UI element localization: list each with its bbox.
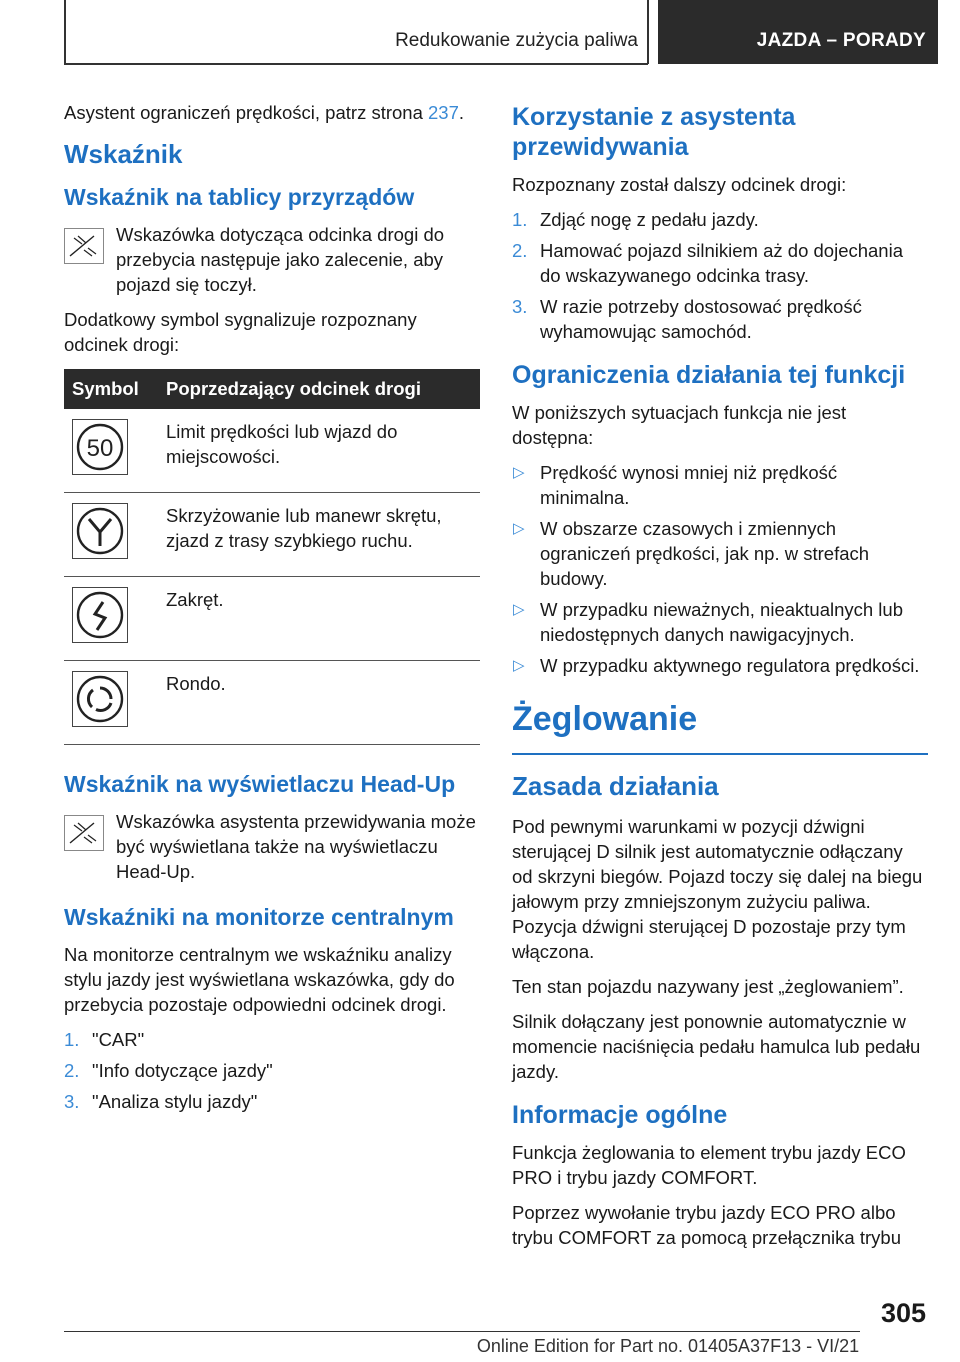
korzystanie-text: Rozpoznany został dalszy odcinek drogi: xyxy=(512,174,847,195)
list-item: 2. "Info dotyczące jazdy" xyxy=(64,1060,273,1081)
step-text: Hamować pojazd silnikiem aż do dojechania do wskazywanego odcinka trasy. xyxy=(540,240,903,286)
section-title: Redukowanie zużycia paliwa xyxy=(395,30,638,51)
list-item xyxy=(512,653,928,678)
list-item: 2. Hamować pojazd silnikiem aż do dojechania do wskazywanego odcinka trasy. xyxy=(512,240,903,286)
heading-headup: Wskaźnik na wyświetlaczu Head-Up xyxy=(64,771,456,797)
heading-ograniczenia: Ograniczenia działania tej funkcji xyxy=(512,361,906,389)
col-symbol: Symbol xyxy=(64,369,158,409)
monitor-steps xyxy=(64,1027,480,1114)
step-text: "Analiza stylu jazdy" xyxy=(92,1091,258,1112)
footer-rule xyxy=(64,1331,860,1332)
table-row xyxy=(64,577,480,661)
step-text: Zdjąć nogę z pedału jazdy. xyxy=(540,209,759,230)
row-desc: Rondo. xyxy=(158,661,480,745)
chapter-tab xyxy=(658,0,938,64)
junction-icon xyxy=(72,503,128,559)
page-link[interactable]: 237 xyxy=(428,102,459,123)
triangle-bullet-icon: ▷ xyxy=(513,520,525,537)
speed-limit-50-icon xyxy=(72,419,128,475)
right-column xyxy=(512,100,928,1260)
intro-end: . xyxy=(458,102,465,123)
step-text: "CAR" xyxy=(92,1029,145,1050)
col-desc: Poprzedzający odcinek drogi xyxy=(158,369,480,409)
info-p1: Funkcja żeglowania to element trybu jazdy ECO PRO i trybu jazdy COMFORT. xyxy=(512,1142,906,1188)
info-p2: Poprzez wywołanie trybu jazdy ECO PRO albo trybu COMFORT za pomocą przełącznika trybu xyxy=(512,1202,901,1248)
step-text: W razie potrzeby dostosować prędkość wyhamowując samochód. xyxy=(540,296,862,342)
list-item: 3. W razie potrzeby dostosować prędkość wyhamowując samochód. xyxy=(512,296,862,342)
curve-icon xyxy=(72,587,128,643)
list-item: 3. "Analiza stylu jazdy" xyxy=(64,1091,258,1112)
note-tablica xyxy=(64,222,480,297)
ograniczenia-text: W poniższych sytuacjach funkcja nie jest dostępna: xyxy=(512,402,847,448)
zasada-p1: Pod pewnymi warunkami w pozycji dźwigni sterującej D silnik jest automatycznie odłączany od skrzyni biegów. Pojazd toczy się dalej na biegu jałowym przy zmniejszonym zużyciu paliwa. Pozycja dźwigni sterującej D pozostaje przy tym włączona. xyxy=(512,816,923,962)
road-sign-icon xyxy=(64,815,104,851)
table-row xyxy=(64,409,480,493)
list-item xyxy=(512,460,928,510)
roundabout-icon xyxy=(72,671,128,727)
table-header xyxy=(64,369,480,409)
symbol-table xyxy=(64,369,480,745)
heading-wskaznik: Wskaźnik xyxy=(64,139,183,169)
chapter-title: JAZDA – PORADY xyxy=(756,30,926,51)
row-desc: Zakręt. xyxy=(158,577,480,661)
triangle-bullet-icon: ▷ xyxy=(513,464,525,481)
intro-paragraph xyxy=(64,100,480,125)
page-number: 305 xyxy=(880,1298,926,1328)
header-rule-bottom xyxy=(64,63,648,65)
triangle-bullet-icon: ▷ xyxy=(513,601,525,618)
intro-text: Asystent ograniczeń prędkości, patrz strona xyxy=(64,102,429,123)
item-text: W przypadku nieważnych, nieaktualnych lub niedostępnych danych nawigacyjnych. xyxy=(540,599,903,645)
list-item xyxy=(512,516,928,591)
korzystanie-steps xyxy=(512,207,928,344)
item-text: W przypadku aktywnego regulatora prędkości. xyxy=(540,655,920,676)
table-row xyxy=(64,493,480,577)
heading-informacje: Informacje ogólne xyxy=(512,1101,728,1129)
speed-limit-value: 50 xyxy=(86,435,114,462)
list-item xyxy=(512,597,928,647)
list-item: 1. "CAR" xyxy=(64,1029,145,1050)
row-desc: Skrzyżowanie lub manewr skrętu, zjazd z trasy szybkiego ruchu. xyxy=(158,493,480,577)
item-text: Prędkość wynosi mniej niż prędkość minimalna. xyxy=(540,462,838,508)
item-text: W obszarze czasowych i zmiennych ograniczeń prędkości, jak np. w strefach budowy. xyxy=(540,518,870,589)
note1-text: Wskazówka dotycząca odcinka drogi do przebycia następuje jako zalecenie, aby pojazd się toczył. xyxy=(116,224,445,295)
extra-symbol-text: Dodatkowy symbol sygnalizuje rozpoznany odcinek drogi: xyxy=(64,309,417,355)
heading-monitor: Wskaźniki na monitorze centralnym xyxy=(64,904,454,930)
header-rule-left xyxy=(64,0,66,64)
note2-text: Wskazówka asystenta przewidywania może być wyświetlana także na wyświetlaczu Head-Up. xyxy=(116,811,476,882)
zasada-p2: Ten stan pojazdu nazywany jest „żeglowaniem”. xyxy=(512,976,904,997)
ograniczenia-list xyxy=(512,460,928,678)
row-desc: Limit prędkości lub wjazd do miejscowości. xyxy=(158,409,480,493)
header-rule-right xyxy=(647,0,649,64)
zasada-p3: Silnik dołączany jest ponownie automatycznie w momencie naciśnięcia pedału hamulca lub pedału jazdy. xyxy=(512,1011,921,1082)
left-column xyxy=(64,100,480,1124)
triangle-bullet-icon: ▷ xyxy=(513,657,525,674)
edition-text: Online Edition for Part no. 01405A37F13 - VI/21 xyxy=(476,1336,860,1356)
monitor-text: Na monitorze centralnym we wskaźniku analizy stylu jazdy jest wyświetlana wskazówka, gdy do przebycia pozostaje odpowiedni odcinek drogi. xyxy=(64,944,455,1015)
table-row xyxy=(64,661,480,745)
heading-korzystanie: Korzystanie z asystenta przewidywania xyxy=(512,103,796,161)
list-item: 1. Zdjąć nogę z pedału jazdy. xyxy=(512,209,759,230)
road-sign-icon xyxy=(64,228,104,264)
heading-zasada: Zasada działania xyxy=(512,771,719,801)
step-text: "Info dotyczące jazdy" xyxy=(92,1060,273,1081)
heading-zeglowanie: Żeglowanie xyxy=(512,700,928,755)
heading-tablica: Wskaźnik na tablicy przyrządów xyxy=(64,184,415,210)
note-headup xyxy=(64,809,480,884)
